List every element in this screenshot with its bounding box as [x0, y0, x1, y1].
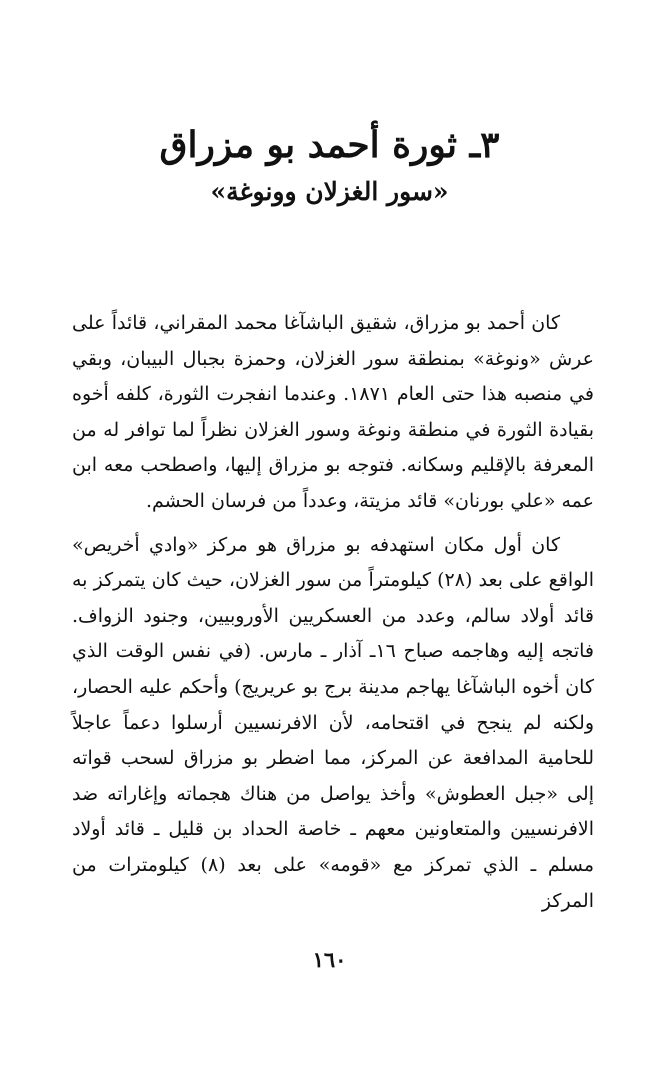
chapter-subtitle: «سور الغزلان وونوغة» [210, 177, 449, 206]
paragraph: كان أول مكان استهدفه بو مزراق هو مركز «وادي أخريص» الواقع على بعد (٢٨) كيلومتراً من سور الغزلان، حيث كان يتمركز به قائد أولاد سالم، وعدد من العسكريين الأوروبيين، وجنود الزواف. فاتجه إليه وهاجمه صباح ١٦ـ آذار ـ مارس. (في نفس الوقت الذي كان أخوه الباشآغا يهاجم مدينة برج بو عريريج) وأحكم عليه الحصار، ولكنه لم ينجح في اقتحامه، لأن الافرنسيين أرسلوا دعماً عاجلاً للحامية المدافعة عن المركز، مما اضطر بو مزراق لسحب قواته إلى «جبل العطوش» وأخذ يواصل من هناك هجماته وإغاراته ضد الافرنسيين والمتعاونين معهم ـ خاصة الحداد بن قليل ـ قائد أولاد مسلم ـ الذي تمركز مع «قومه» على بعد (٨) كيلومترات من المركز [72, 533, 595, 912]
page-number: ١٦٠ [312, 947, 347, 972]
chapter-title: ٣ـ ثورة أحمد بو مزراق [159, 124, 500, 166]
paragraph: كان أحمد بو مزراق، شقيق الباشآغا محمد المقراني، قائداً على عرش «ونوغة» بمنطقة سور الغزلان، وحمزة بجبال البيبان، وبقي في منصبه هذا حتى العام ١٨٧١. وعندما انفجرت الثورة، كلفه أخوه بقيادة الثورة في منطقة ونوغة وسور الغزلان نظراً لما توافر له من المعرفة بالإقليم وسكانه. فتوجه بو مزراق إليها، واصطحب معه ابن عمه «علي بورنان» قائد مزيتة، وعدداً من فرسان الحشم. [72, 312, 595, 512]
body-text [72, 306, 594, 919]
